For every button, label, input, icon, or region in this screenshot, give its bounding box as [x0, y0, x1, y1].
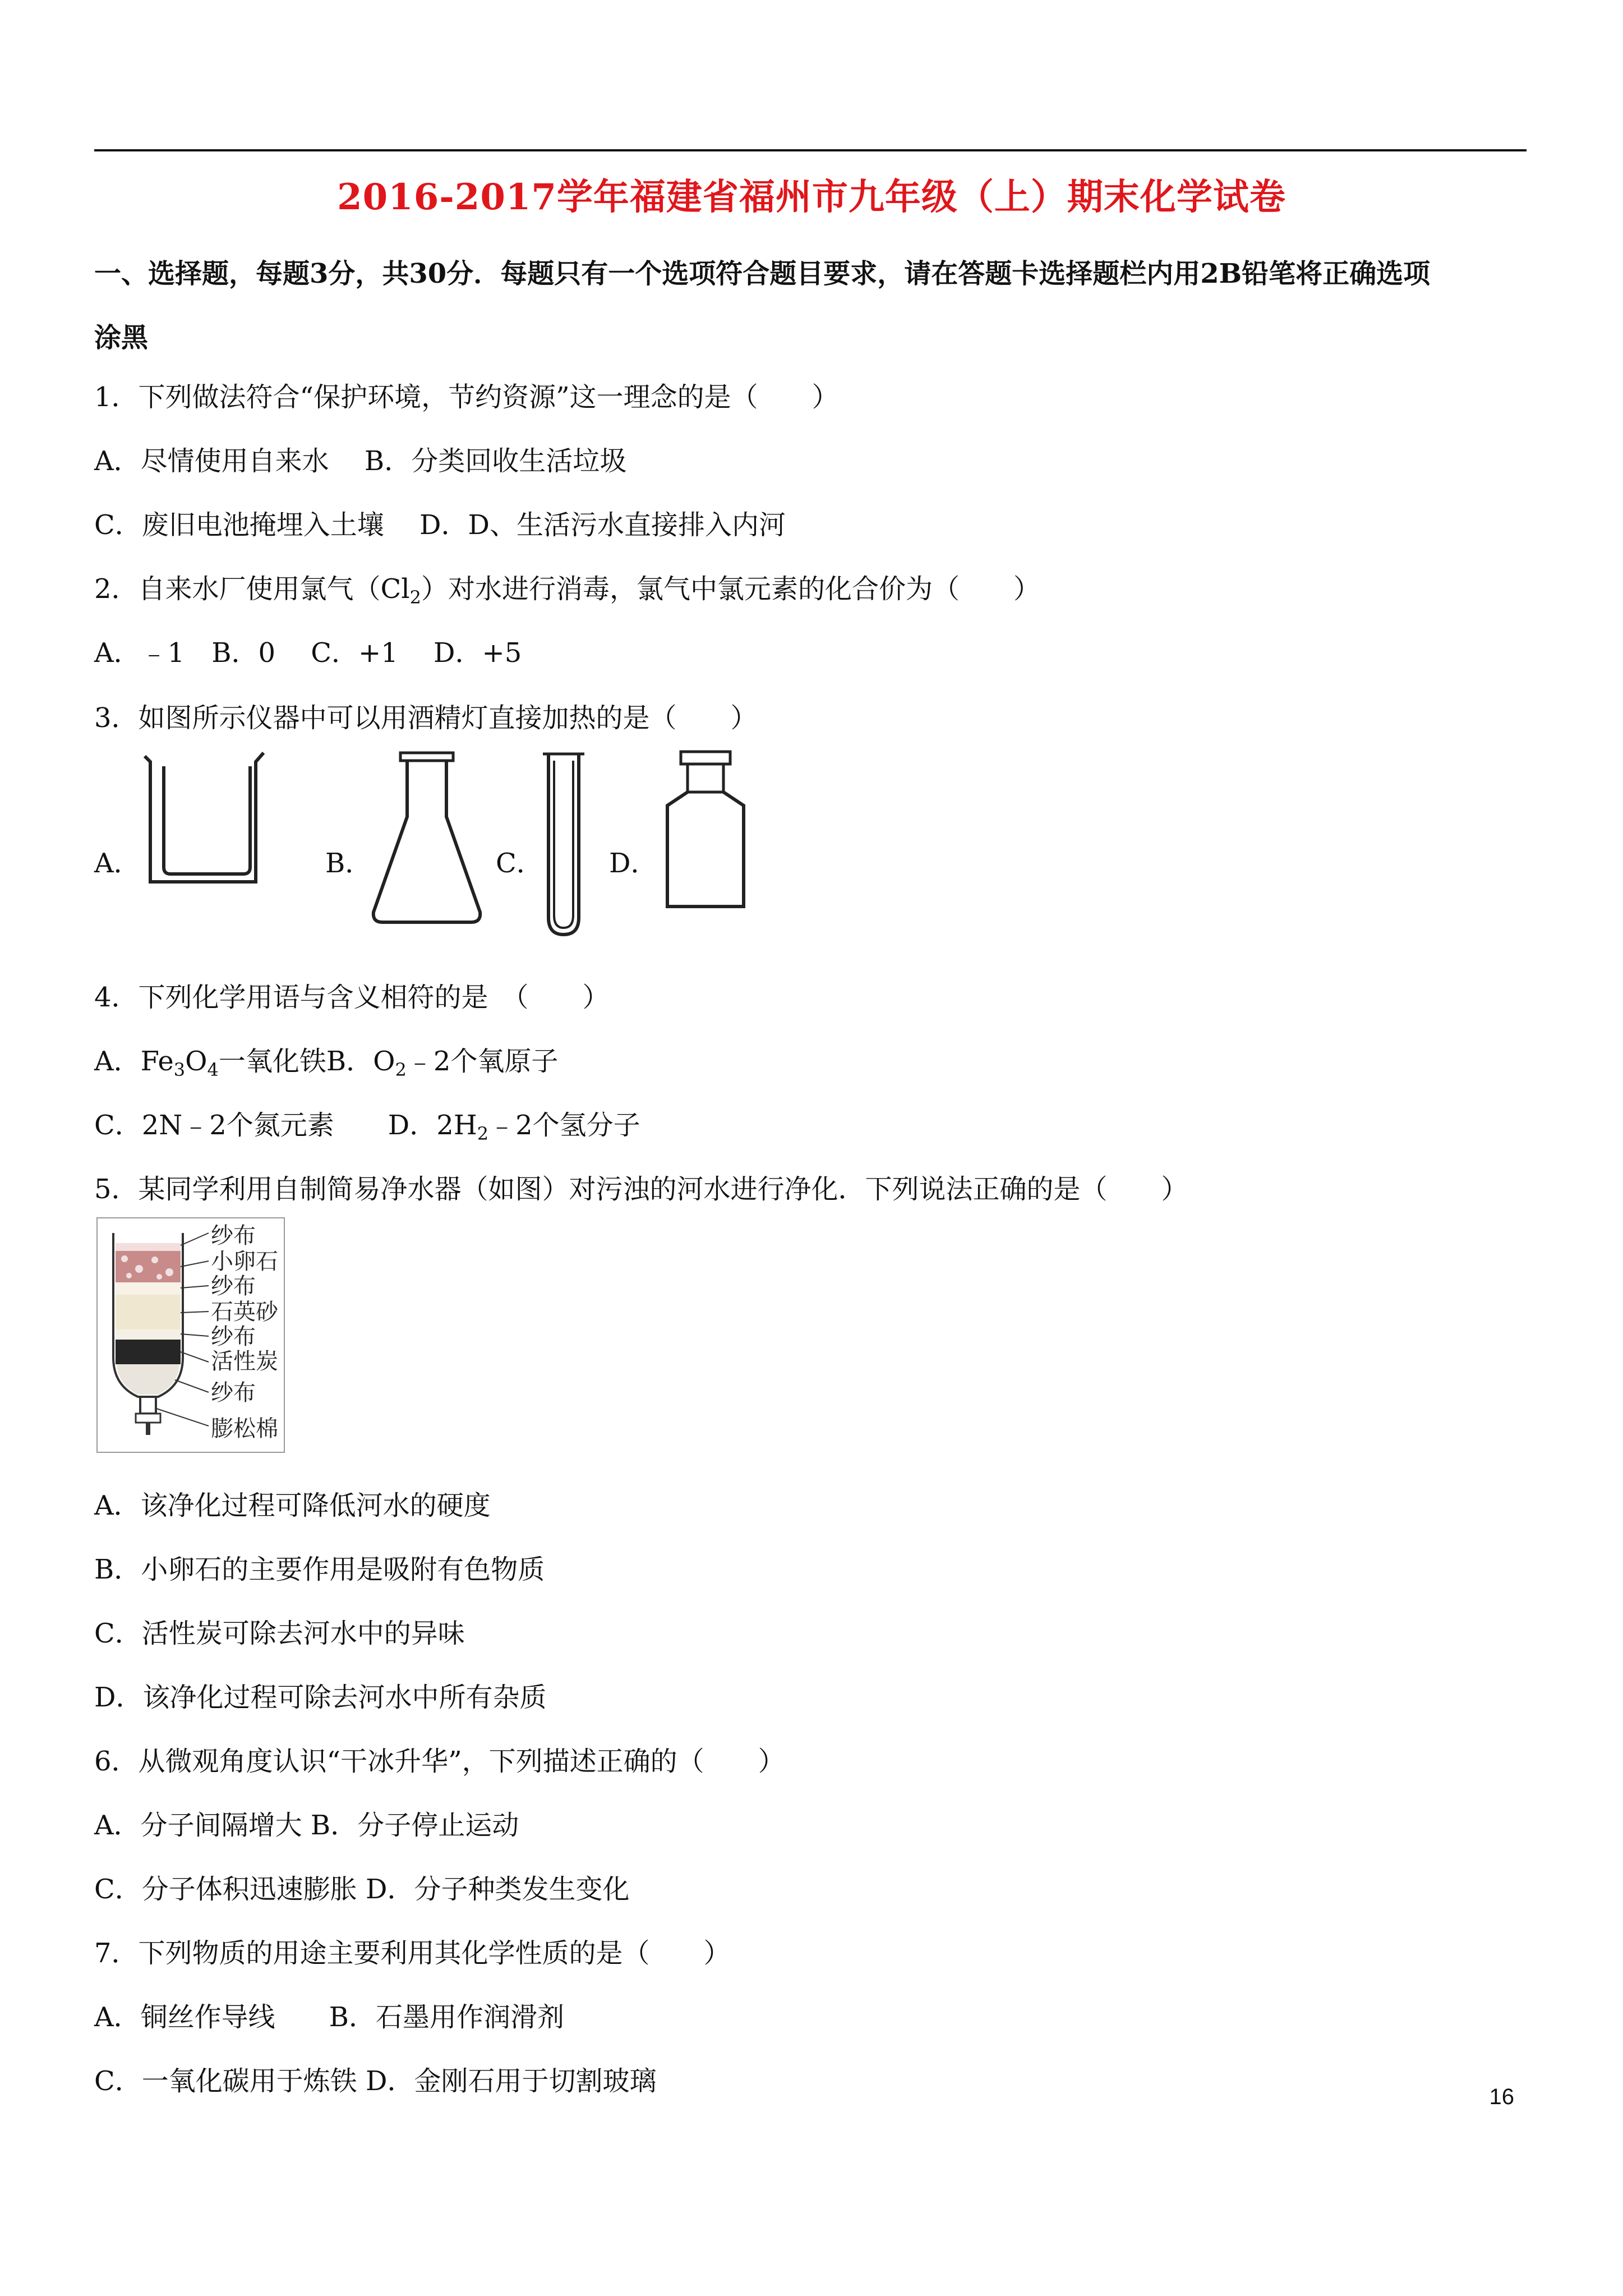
page-number: 16	[1489, 2085, 1514, 2109]
fig-label-gauze-4: 纱布	[211, 1380, 256, 1406]
q4-options-cd	[94, 1108, 640, 1151]
beaker-figure	[139, 749, 268, 890]
q6-options-ab: A．分子间隔增大 B．分子停止运动	[94, 1810, 519, 1841]
q2-stem-part1: 2．自来水厂使用氯气（Cl	[94, 573, 410, 605]
q2-subscript: 2	[409, 587, 421, 608]
water-purifier-figure	[96, 1217, 285, 1453]
q4-options-ab	[94, 1045, 558, 1087]
q4-a-sub1: 3	[173, 1059, 186, 1080]
q7-stem: 7．下列物质的用途主要利用其化学性质的是（ ）	[94, 1938, 731, 1969]
fig-label-gauze-1: 纱布	[211, 1223, 256, 1249]
q3-label-d: D．	[609, 848, 658, 879]
q3-label-a: A．	[94, 848, 141, 879]
fig-label-gauze-3: 纱布	[211, 1324, 256, 1350]
header-rule	[94, 149, 1527, 151]
q3-label-b: B．	[325, 848, 372, 879]
q3-label-c: C．	[496, 848, 543, 879]
test-tube-figure	[538, 749, 589, 940]
q7-options-ab: A．铜丝作导线 B．石墨用作润滑剂	[94, 2001, 564, 2033]
q4-a-post: 一氧化铁B．O	[218, 1046, 395, 1077]
q4-a-pre: A．Fe	[94, 1046, 174, 1077]
q5-option-a: A．该净化过程可降低河水的硬度	[94, 1490, 491, 1521]
q2-stem	[94, 572, 1040, 614]
q5-option-d: D．该净化过程可除去河水中所有杂质	[94, 1682, 547, 1713]
conical-flask-figure	[368, 749, 486, 929]
q2-stem-part2: ）对水进行消毒，氯气中氯元素的化合价为（ ）	[421, 573, 1040, 605]
q5-option-c: C．活性炭可除去河水中的异味	[94, 1618, 465, 1649]
fig-label-activated-carbon: 活性炭	[211, 1349, 278, 1374]
q6-stem: 6．从微观角度认识“干冰升华”，下列描述正确的（ ）	[94, 1746, 785, 1777]
q5-stem: 5．某同学利用自制简易净水器（如图）对污浊的河水进行净化．下列说法正确的是（ ）	[94, 1174, 1188, 1205]
q4-d-sub: 2	[477, 1123, 489, 1144]
q4-d-post: ﹣2个氢分子	[488, 1110, 640, 1141]
q4-stem: 4．下列化学用语与含义相符的是 （ ）	[94, 982, 610, 1013]
page-title: 2016-2017学年福建省福州市九年级（上）期末化学试卷	[337, 176, 1286, 218]
q3-stem: 3．如图所示仪器中可以用酒精灯直接加热的是（ ）	[94, 702, 758, 734]
fig-label-gauze-2: 纱布	[211, 1273, 256, 1299]
q4-a-sub2: 4	[207, 1059, 219, 1080]
q5-option-b: B．小卵石的主要作用是吸附有色物质	[94, 1554, 545, 1585]
q2-options: A．﹣1 B．0 C．+1 D．+5	[94, 637, 522, 669]
q1-options-cd: C．废旧电池掩埋入土壤 D．D、生活污水直接排入内河	[94, 509, 786, 541]
q1-options-ab: A．尽情使用自来水 B．分类回收生活垃圾	[94, 445, 627, 477]
q4-b-post: ﹣2个氧原子	[406, 1046, 559, 1077]
fig-label-quartz-sand: 石英砂	[211, 1299, 278, 1325]
q4-c-text: C．2N﹣2个氮元素 D．2H	[94, 1110, 477, 1141]
reagent-bottle-figure	[656, 749, 746, 918]
section-heading: 一、选择题，每题3分，共30分．每题只有一个选项符合题目要求，请在答题卡选择题栏内用2B铅笔将正确选项	[94, 258, 1431, 289]
q4-a-mid: O	[185, 1046, 208, 1077]
q6-options-cd: C．分子体积迅速膨胀 D．分子种类发生变化	[94, 1874, 630, 1905]
fig-label-pebbles: 小卵石	[211, 1249, 278, 1274]
q1-stem: 1．下列做法符合“保护环境，节约资源”这一理念的是（ ）	[94, 381, 839, 413]
fig-label-cotton: 膨松棉	[211, 1416, 278, 1442]
q7-options-cd: C．一氧化碳用于炼铁 D．金刚石用于切割玻璃	[94, 2065, 657, 2097]
section-heading-cont: 涂黑	[94, 322, 149, 353]
q4-b-sub: 2	[395, 1059, 407, 1080]
